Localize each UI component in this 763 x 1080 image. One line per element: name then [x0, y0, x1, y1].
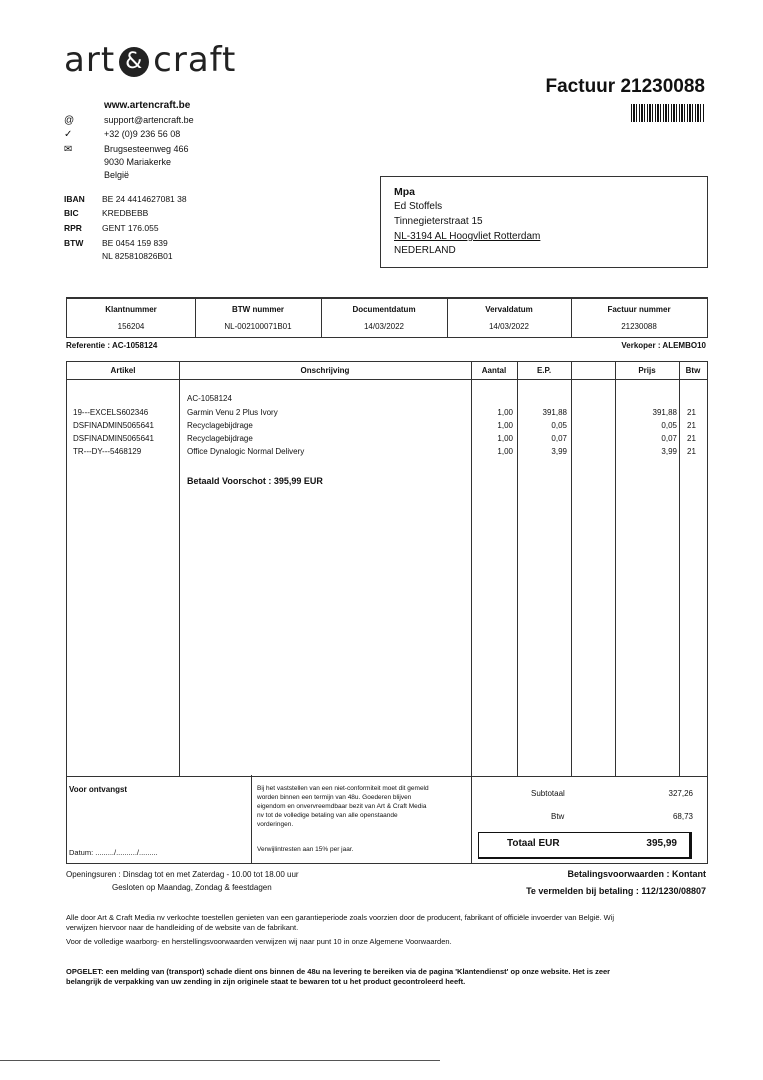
factuurnummer-value: 21230088: [621, 322, 657, 331]
line-omschrijving: Recyclagebijdrage: [187, 434, 253, 443]
col-header-omschrijving: Onschrijving: [300, 366, 350, 375]
col-header-aantal: Aantal: [481, 366, 507, 375]
col-header-artikel: Artikel: [110, 366, 136, 375]
country-text: België: [104, 170, 130, 180]
btw-label: BTW: [64, 238, 84, 248]
line-artikel: DSFINADMIN5065641: [73, 421, 154, 430]
line-prijs: 0,07: [661, 434, 677, 443]
warranty-note: Voor de volledige waarborg- en herstellingsvoorwaarden verwijzen wij naar punt 10 in onze Algemene Voorwaarden.: [66, 937, 452, 946]
phone-text: +32 (0)9 236 56 08: [104, 129, 181, 139]
line-artikel: TR---DY---5468129: [73, 447, 142, 456]
line-btw: 21: [687, 421, 696, 430]
btw-total-label: Btw: [551, 812, 565, 821]
betaling-referentie: Te vermelden bij betaling : 112/1230/08807: [526, 886, 706, 896]
iban-label: IBAN: [64, 194, 85, 204]
btw-value-nl: NL 825810826B01: [102, 251, 173, 261]
line-artikel: DSFINADMIN5065641: [73, 434, 154, 443]
city-text: 9030 Mariakerke: [104, 157, 172, 167]
documentdatum-label: Documentdatum: [352, 305, 416, 314]
line-artikel: 19---EXCELS602346: [73, 408, 149, 417]
line-omschrijving: Garmin Venu 2 Plus Ivory: [187, 408, 278, 417]
bic-value: KREDBEBB: [102, 208, 149, 218]
guarantee-note: Alle door Art & Craft Media nv verkochte toestellen genieten van een garantieperiode zoals voorzien door de producent, fabrikant of officiële invoerder van België. Wij verwijzen hiervoor naar de handleiding of de website van de fabrikant.: [66, 913, 615, 932]
klantnummer-cell: [67, 299, 196, 337]
btw-nummer-cell: [195, 299, 322, 337]
conformiteit-text: Bij het vaststellen van een niet-conformiteit moet dit gemeld worden binnen een termijn van 48u. Goederen blijven eigendom en onvervreemdbaar bezit van Art & Craft Media nv tot de volledige betaling van alle openstaande vorderingen.: [257, 785, 429, 828]
col-header-btw: Btw: [685, 366, 701, 375]
betaald-voorschot: Betaald Voorschot : 395,99 EUR: [187, 476, 323, 486]
header-divider: [67, 379, 707, 380]
closing-days: Gesloten op Maandag, Zondag & feestdagen: [112, 883, 272, 892]
email-link[interactable]: support@artencraft.be: [104, 115, 194, 125]
betalingsvoorwaarden: Betalingsvoorwaarden : Kontant: [567, 869, 706, 879]
line-omschrijving: Recyclagebijdrage: [187, 421, 253, 430]
datum-field[interactable]: Datum: ........./........../.........: [69, 848, 158, 857]
line-ep: 0,07: [551, 434, 567, 443]
voor-ontvangst-label: Voor ontvangst: [69, 785, 128, 794]
logo-text-left: art: [64, 40, 116, 80]
line-btw: 21: [687, 434, 696, 443]
recipient-street: Tinnegieterstraat 15: [394, 216, 483, 227]
line-prijs: 3,99: [661, 447, 677, 456]
envelope-icon: ✉: [64, 144, 73, 155]
line-ep: 3,99: [551, 447, 567, 456]
footer-divider: [471, 775, 472, 863]
recipient-company: Mpa: [394, 186, 415, 198]
street-text: Brugsesteenweg 466: [104, 144, 189, 154]
totaal-label: Totaal EUR: [507, 838, 560, 849]
bic-label: BIC: [64, 208, 79, 218]
referentie: Referentie : AC-1058124: [66, 341, 158, 350]
subtotaal-label: Subtotaal: [531, 789, 565, 798]
line-omschrijving: Office Dynalogic Normal Delivery: [187, 447, 305, 456]
documentdatum-cell: [321, 299, 448, 337]
barcode: [631, 104, 705, 122]
logo-ampersand: &: [119, 47, 149, 77]
line-btw: 21: [687, 447, 696, 456]
line-aantal: 1,00: [497, 434, 513, 443]
contact-block: [64, 100, 364, 180]
phone-icon: ✓: [64, 129, 73, 140]
line-prijs: 391,88: [652, 408, 677, 417]
recipient-name: Ed Stoffels: [394, 201, 443, 212]
recipient-city: NL-3194 AL Hoogvliet Rotterdam: [394, 231, 541, 242]
col-header-ep: E.P.: [536, 366, 552, 375]
column-divider: [179, 362, 180, 776]
vervaldatum-cell: [447, 299, 572, 337]
column-divider: [571, 362, 572, 776]
items-table: [66, 361, 708, 777]
order-reference: AC-1058124: [187, 394, 232, 403]
btw-nummer-label: BTW nummer: [232, 305, 284, 314]
line-aantal: 1,00: [497, 447, 513, 456]
vervaldatum-value: 14/03/2022: [488, 322, 530, 331]
factuurnummer-cell: [571, 299, 707, 337]
footer-divider: [251, 775, 252, 863]
website-link[interactable]: www.artencraft.be: [104, 100, 191, 111]
verwijlintresten-text: Verwijlintresten aan 15% per jaar.: [257, 846, 354, 853]
subtotaal-value: 327,26: [668, 789, 693, 798]
line-prijs: 0,05: [661, 421, 677, 430]
btw-nummer-value: NL-002100071B01: [224, 322, 292, 331]
bank-block: [64, 194, 284, 264]
opening-hours: Openingsuren : Dinsdag tot en met Zaterdag - 10.00 tot 18.00 uur: [66, 870, 299, 879]
btw-total-value: 68,73: [672, 812, 693, 821]
verkoper: Verkoper : ALEMBO10: [621, 341, 706, 350]
at-icon: @: [64, 115, 75, 126]
rpr-value: GENT 176.055: [102, 223, 159, 233]
rpr-label: RPR: [64, 223, 82, 233]
totaal-value: 395,99: [646, 838, 677, 849]
line-ep: 391,88: [542, 408, 567, 417]
factuurnummer-label: Factuur nummer: [607, 305, 671, 314]
line-aantal: 1,00: [497, 421, 513, 430]
total-box: [478, 832, 692, 859]
documentdatum-value: 14/03/2022: [363, 322, 405, 331]
column-divider: [679, 362, 680, 776]
recipient-country: NEDERLAND: [394, 245, 456, 256]
iban-value: BE 24 4414627081 38: [102, 194, 187, 204]
vervaldatum-label: Vervaldatum: [485, 305, 533, 314]
logo-text-right: craft: [153, 40, 237, 80]
damage-warning: OPGELET: een melding van (transport) schade dient ons binnen de 48u na levering te bereiken via de pagina 'Klantendienst' op onze website. Het is zeer belangrijk de verpakking van uw zending in zijn originele staat te bewaren tot u het product gecontroleerd heeft.: [66, 967, 611, 986]
line-aantal: 1,00: [497, 408, 513, 417]
klantnummer-value: 156204: [117, 322, 145, 331]
btw-value: BE 0454 159 839: [102, 238, 168, 248]
klantnummer-label: Klantnummer: [105, 305, 157, 314]
brand-logo: [64, 40, 236, 80]
invoice-header-table: [66, 297, 708, 338]
line-btw: 21: [687, 408, 696, 417]
line-ep: 0,05: [551, 421, 567, 430]
recipient-address: [380, 176, 708, 268]
bottom-rule: [0, 1060, 440, 1061]
invoice-title: Factuur 21230088: [545, 76, 705, 97]
col-header-prijs: Prijs: [638, 366, 656, 375]
